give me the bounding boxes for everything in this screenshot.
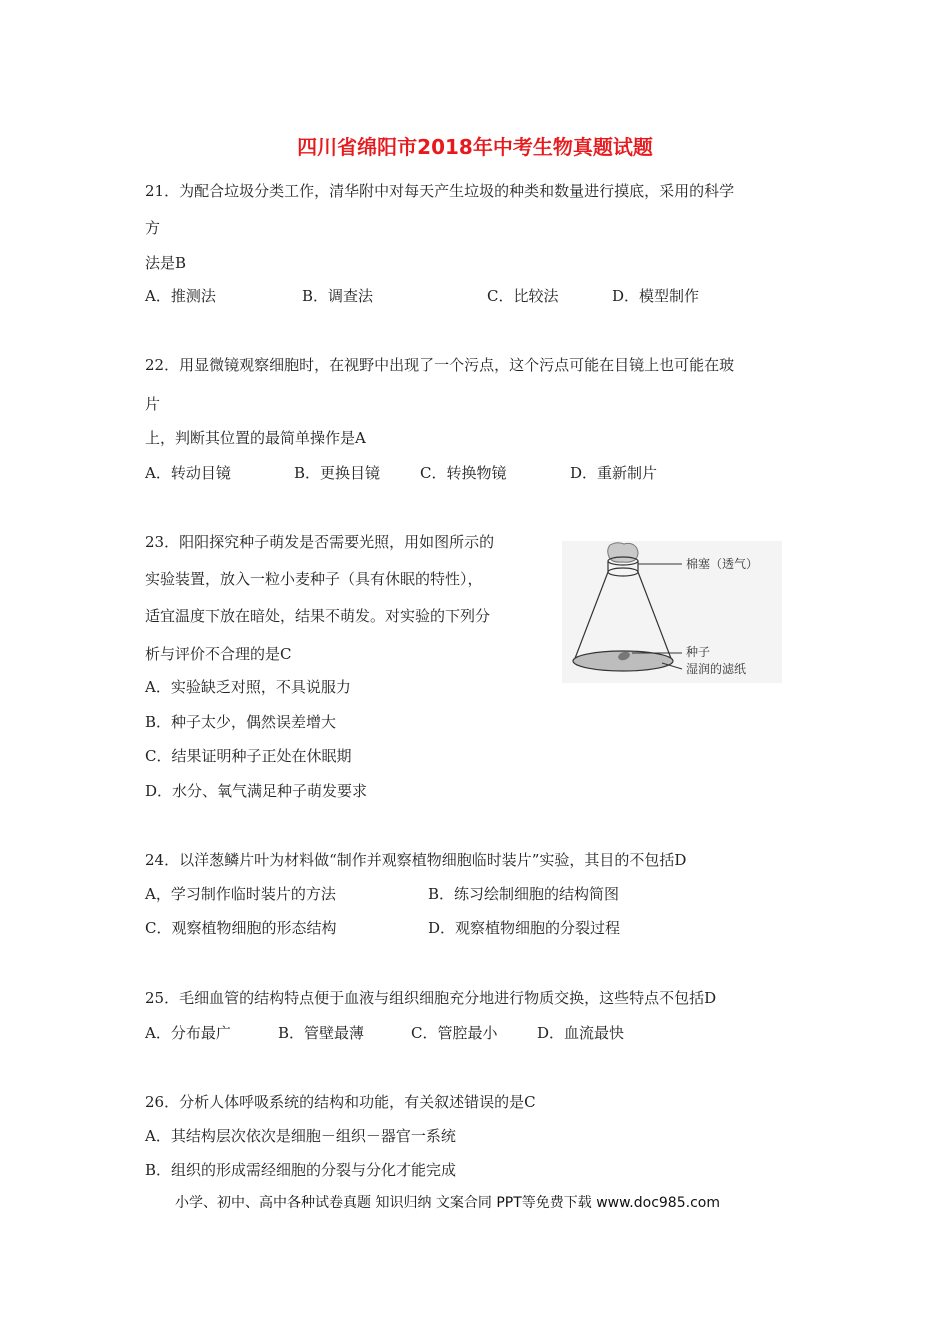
label-seed: 种子 [686, 645, 711, 659]
q24-stem-line-1: 24．以洋葱鳞片叶为材料做“制作并观察植物细胞临时装片”实验，其目的不包括D [145, 851, 687, 869]
flask-diagram [562, 541, 782, 683]
q21-option-c: C．比较法 [487, 287, 559, 305]
q23-stem-line-2: 实验装置，放入一粒小麦种子（具有休眠的特性）， [145, 570, 483, 588]
q23-stem-line-1: 23．阳阳探究种子萌发是否需要光照，用如图所示的 [145, 533, 495, 551]
label-filter-paper: 湿润的滤纸 [686, 662, 747, 676]
q22-stem-line-3: 上，判断其位置的最简单操作是A [145, 429, 366, 447]
q21-option-a: A．推测法 [145, 287, 216, 305]
q26-stem-line-1: 26．分析人体呼吸系统的结构和功能，有关叙述错误的是C [145, 1093, 536, 1111]
q26-option-b: B．组织的形成需经细胞的分裂与分化才能完成 [145, 1161, 457, 1179]
q25-stem-line-1: 25．毛细血管的结构特点便于血液与组织细胞充分地进行物质交换，这些特点不包括D [145, 989, 717, 1007]
q23-option-b: B．种子太少，偶然误差增大 [145, 713, 337, 731]
q25-option-b: B．管壁最薄 [278, 1024, 365, 1042]
cotton-plug-icon [608, 543, 638, 562]
q25-option-a: A．分布最广 [145, 1024, 231, 1042]
q21-stem-line-1: 21．为配合垃圾分类工作，清华附中对每天产生垃圾的种类和数量进行摸底，采用的科学 [145, 182, 735, 200]
q22-option-c: C．转换物镜 [420, 464, 507, 482]
q21-option-b: B．调查法 [302, 287, 374, 305]
q23-stem-line-3: 适宜温度下放在暗处，结果不萌发。对实验的下列分 [145, 607, 491, 625]
q26-option-a: A．其结构层次依次是细胞－组织－器官一系统 [145, 1127, 456, 1145]
q24-option-c: C．观察植物细胞的形态结构 [145, 919, 337, 937]
q21-stem-line-3: 法是B [145, 254, 187, 272]
q24-option-d: D．观察植物细胞的分裂过程 [428, 919, 621, 937]
q22-option-a: A．转动目镜 [145, 464, 231, 482]
q25-option-d: D．血流最快 [537, 1024, 625, 1042]
q23-stem-line-4: 析与评价不合理的是C [145, 645, 292, 663]
q22-stem-line-1: 22．用显微镜观察细胞时，在视野中出现了一个污点，这个污点可能在目镜上也可能在玻 [145, 356, 735, 374]
q22-option-b: B．更换目镜 [294, 464, 381, 482]
q21-stem-line-2: 方 [145, 219, 161, 237]
q22-option-d: D．重新制片 [570, 464, 658, 482]
q24-option-b: B．练习绘制细胞的结构简图 [428, 885, 620, 903]
q25-option-c: C．管腔最小 [411, 1024, 498, 1042]
q22-stem-line-2: 片 [145, 395, 161, 413]
q24-option-a: A，学习制作临时装片的方法 [145, 885, 336, 903]
q23-option-c: C．结果证明种子正处在休眠期 [145, 747, 352, 765]
q23-option-a: A．实验缺乏对照，不具说服力 [145, 678, 351, 696]
page-title: 四川省绵阳市2018年中考生物真题试题 [297, 135, 653, 159]
q21-option-d: D．模型制作 [612, 287, 700, 305]
page-footer: 小学、初中、高中各种试卷真题 知识归纳 文案合同 PPT等免费下载 www.doc985.com [175, 1195, 720, 1211]
label-cotton-plug: 棉塞（透气） [686, 557, 759, 571]
q23-option-d: D．水分、氧气满足种子萌发要求 [145, 782, 368, 800]
experiment-flask-figure [562, 541, 782, 683]
